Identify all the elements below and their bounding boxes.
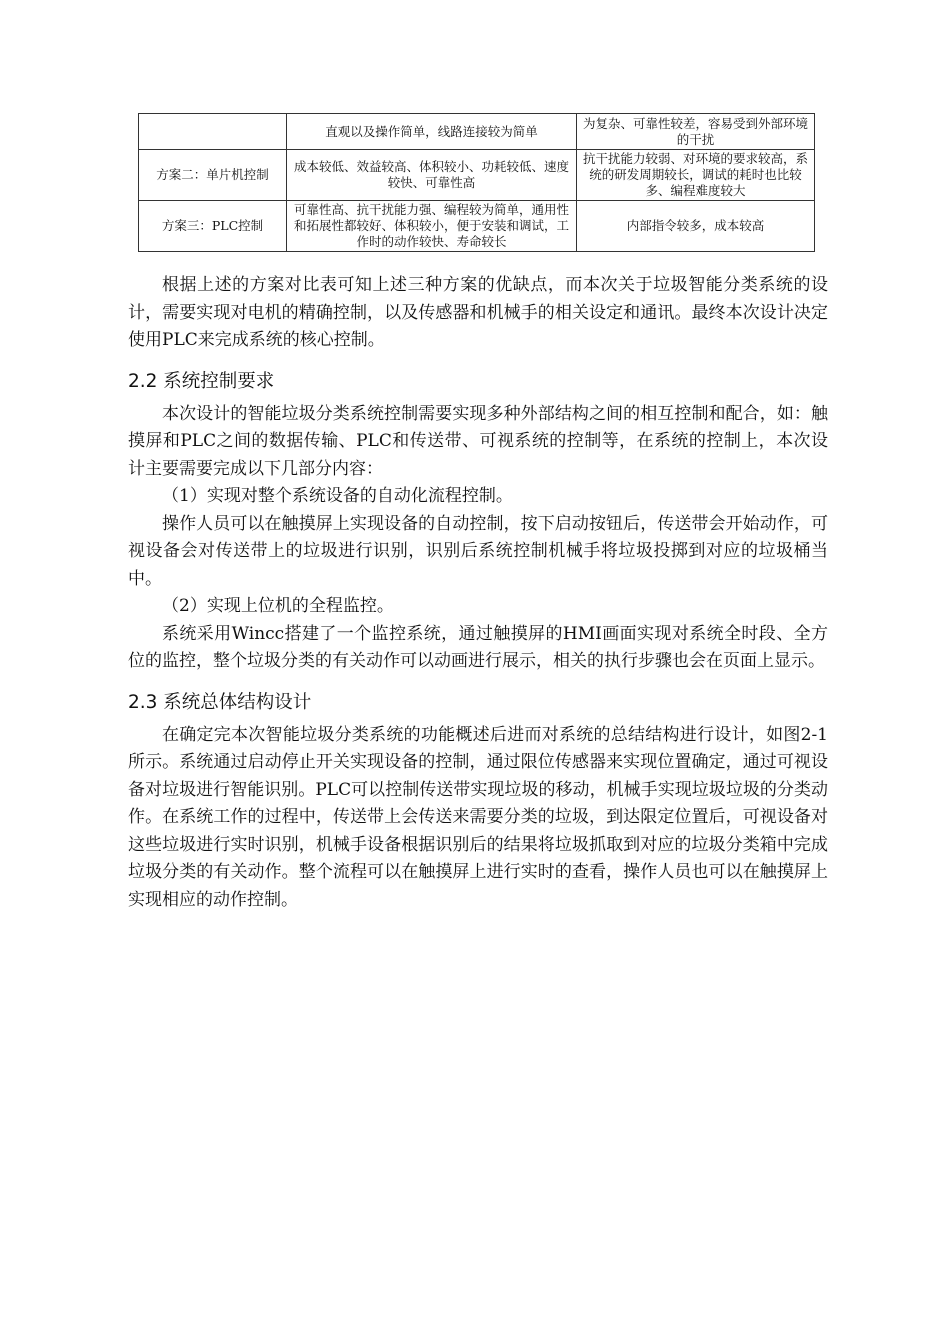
paragraph: 操作人员可以在触摸屏上实现设备的自动控制，按下启动按钮后，传送带会开始动作，可视设备会对传送带上的垃圾进行识别，识别后系统控制机械手将垃圾投掷到对应的垃圾桶当中。 — [128, 513, 828, 589]
table-cell-advantages: 可靠性高、抗干扰能力强、编程较为简单，通用性和拓展性都较好、体积较小，便于安装和调试，工作时的动作较快、寿命较长 — [287, 201, 577, 252]
paragraph: 系统采用Wincc搭建了一个监控系统，通过触摸屏的HMI画面实现对系统全时段、全方位的监控，整个垃圾分类的有关动作可以动画进行展示，相关的执行步骤也会在页面上显示。 — [128, 623, 828, 671]
table-cell-advantages: 成本较低、效益较高、体积较小、功耗较低、速度较快、可靠性高 — [287, 150, 577, 201]
intro-paragraph: 根据上述的方案对比表可知上述三种方案的优缺点，而本次关于垃圾智能分类系统的设计，需要实现对电机的精确控制，以及传感器和机械手的相关设定和通讯。最终本次设计决定使用PLC来完成系统的核心控制。 — [128, 275, 828, 350]
paragraph: 本次设计的智能垃圾分类系统控制需要实现多种外部结构之间的相互控制和配合，如：触摸屏和PLC之间的数据传输、PLC和传送带、可视系统的控制等，在系统的控制上，本次设计主要需要完成以下几部分内容： — [128, 403, 828, 479]
paragraph: 在确定完本次智能垃圾分类系统的功能概述后进而对系统的总结结构进行设计，如图2-1所示。系统通过启动停止开关实现设备的控制，通过限位传感器来实现位置确定，通过可视设备对垃圾进行智能识别。PLC可以控制传送带实现垃圾的移动，机械手实现垃圾垃圾的分类动作。在系统工作的过程中，传送带上会传送来需要分类的垃圾，到达限定位置后，可视设备对这些垃圾进行实时识别，机械手设备根据识别后的结果将垃圾抓取到对应的垃圾分类箱中完成垃圾分类的有关动作。整个流程可以在触摸屏上进行实时的查看，操作人员也可以在触摸屏上实现相应的动作控制。 — [128, 724, 828, 910]
table-cell-advantages: 直观以及操作简单，线路连接较为简单 — [287, 114, 577, 150]
body-content — [128, 272, 828, 914]
table-cell-disadvantages: 内部指令较多，成本较高 — [577, 201, 815, 252]
table-cell-disadvantages: 为复杂、可靠性较差，容易受到外部环境的干扰 — [577, 114, 815, 150]
table-row — [139, 201, 815, 252]
table-cell-scheme: 方案二：单片机控制 — [139, 150, 287, 201]
scheme-comparison-table — [138, 113, 815, 252]
table-cell-scheme — [139, 114, 287, 150]
list-item: （1）实现对整个系统设备的自动化流程控制。 — [162, 486, 513, 506]
table-cell-scheme: 方案三：PLC控制 — [139, 201, 287, 252]
section-heading-2-2: 2.2 系统控制要求 — [128, 370, 275, 392]
section-heading-2-3: 2.3 系统总体结构设计 — [128, 691, 312, 713]
table-cell-disadvantages: 抗干扰能力较弱、对环境的要求较高，系统的研发周期较长，调试的耗时也比较多、编程难度较大 — [577, 150, 815, 201]
table-row — [139, 114, 815, 150]
list-item: （2）实现上位机的全程监控。 — [162, 596, 394, 616]
table-row — [139, 150, 815, 201]
